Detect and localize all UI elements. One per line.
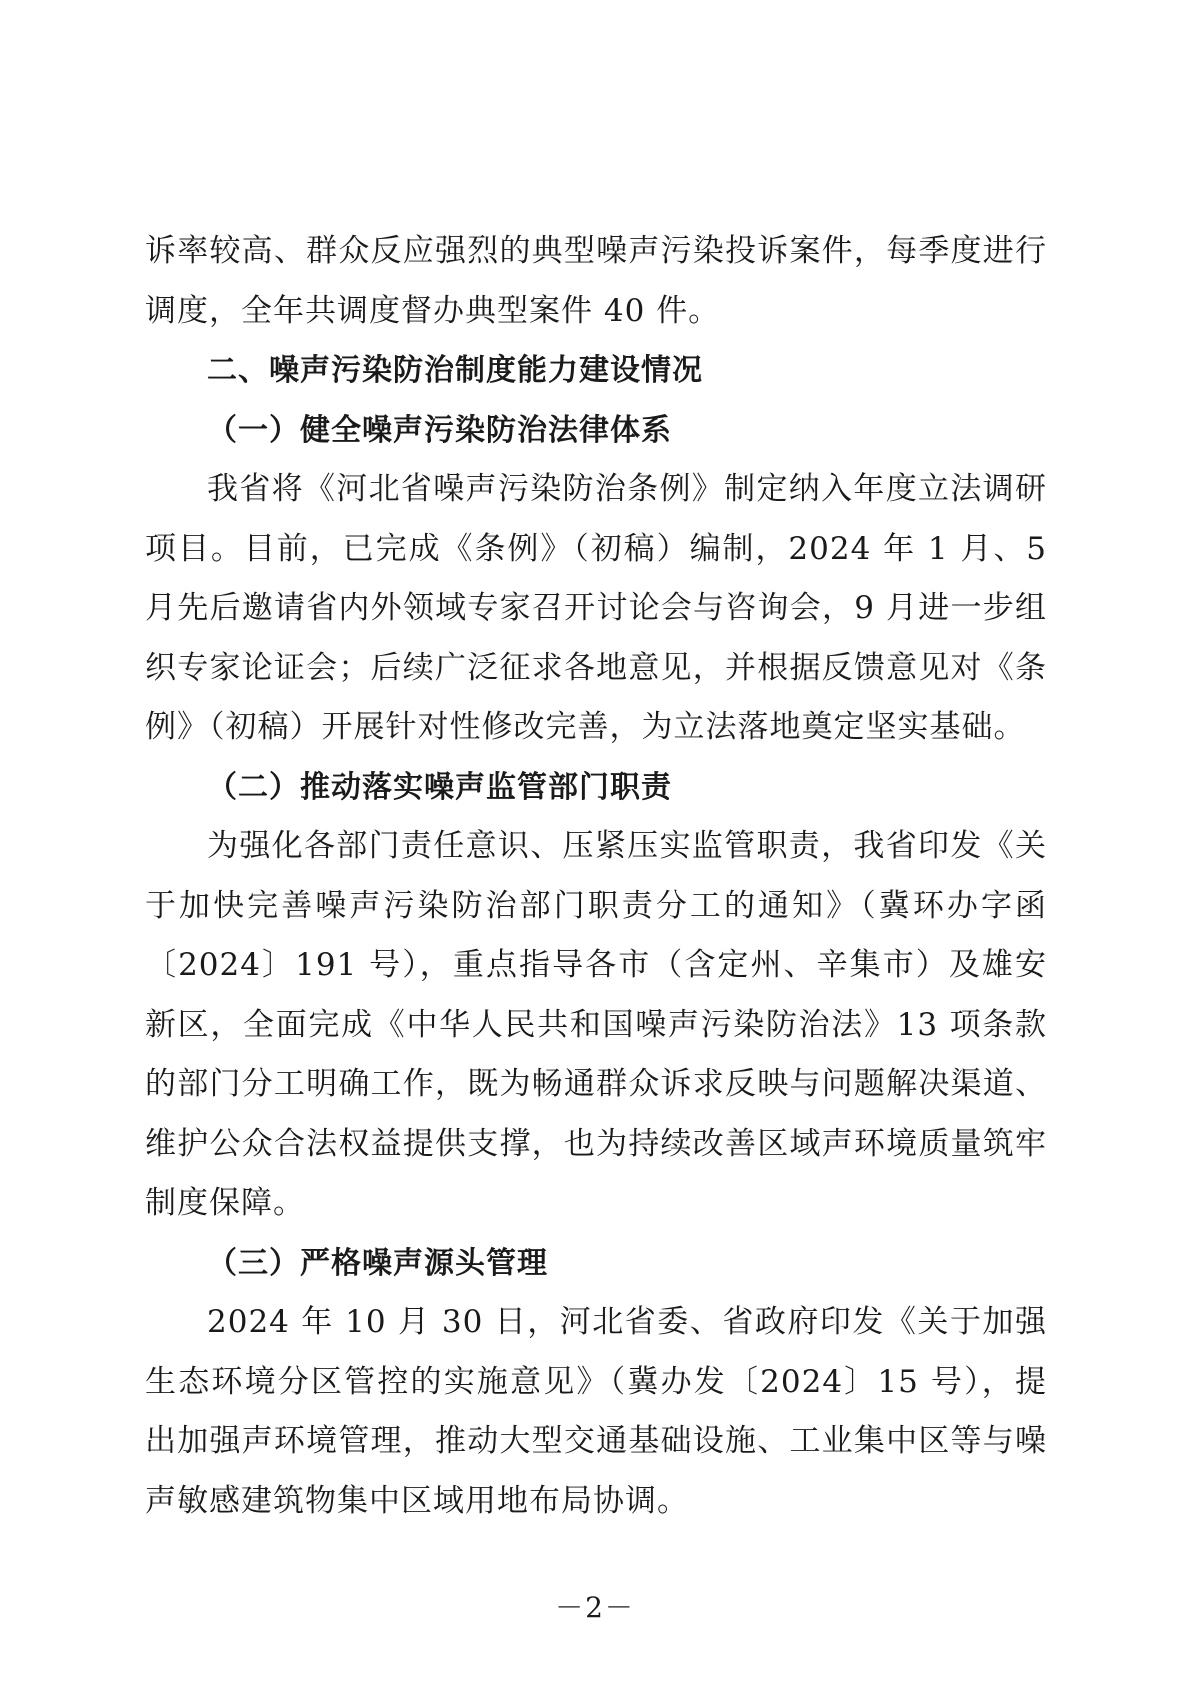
subsection-heading: （三）严格噪声源头管理 [207,1245,548,1281]
paragraph-continuation: 诉率较高、群众反应强烈的典型噪声污染投诉案件，每季度进行调度，全年共调度督办典型案件 40 件。 [145,233,1047,329]
document-body [145,222,1047,1531]
subsection-heading: （一）健全噪声污染防治法律体系 [207,412,672,448]
paragraph: 2024 年 10 月 30 日，河北省委、省政府印发《关于加强生态环境分区管控的实施意见》（冀办发〔2024〕15 号），提出加强声环境管理，推动大型交通基础设施、工业集中区等与噪声敏感建筑物集中区域用地布局协调。 [145,1304,1047,1519]
subsection-heading: （二）推动落实噪声监管部门职责 [207,769,672,805]
section-heading: 二、噪声污染防治制度能力建设情况 [207,353,703,388]
paragraph: 我省将《河北省噪声污染防治条例》制定纳入年度立法调研项目。目前，已完成《条例》（初稿）编制，2024 年 1 月、5 月先后邀请省内外领域专家召开讨论会与咨询会，9 月进一步组织专家论证会；后续广泛征求各地意见，并根据反馈意见对《条例》（初稿）开展针对性修改完善，为立法落地奠定坚实基础。 [145,471,1047,745]
paragraph: 为强化各部门责任意识、压紧压实监管职责，我省印发《关于加快完善噪声污染防治部门职责分工的通知》（冀环办字函〔2024〕191 号），重点指导各市（含定州、辛集市）及雄安新区，全面完成《中华人民共和国噪声污染防治法》13 项条款的部门分工明确工作，既为畅通群众诉求反映与问题解决渠道、维护公众合法权益提供支撑，也为持续改善区域声环境质量筑牢制度保障。 [145,828,1047,1221]
page-number: －2－ [555,1591,635,1624]
